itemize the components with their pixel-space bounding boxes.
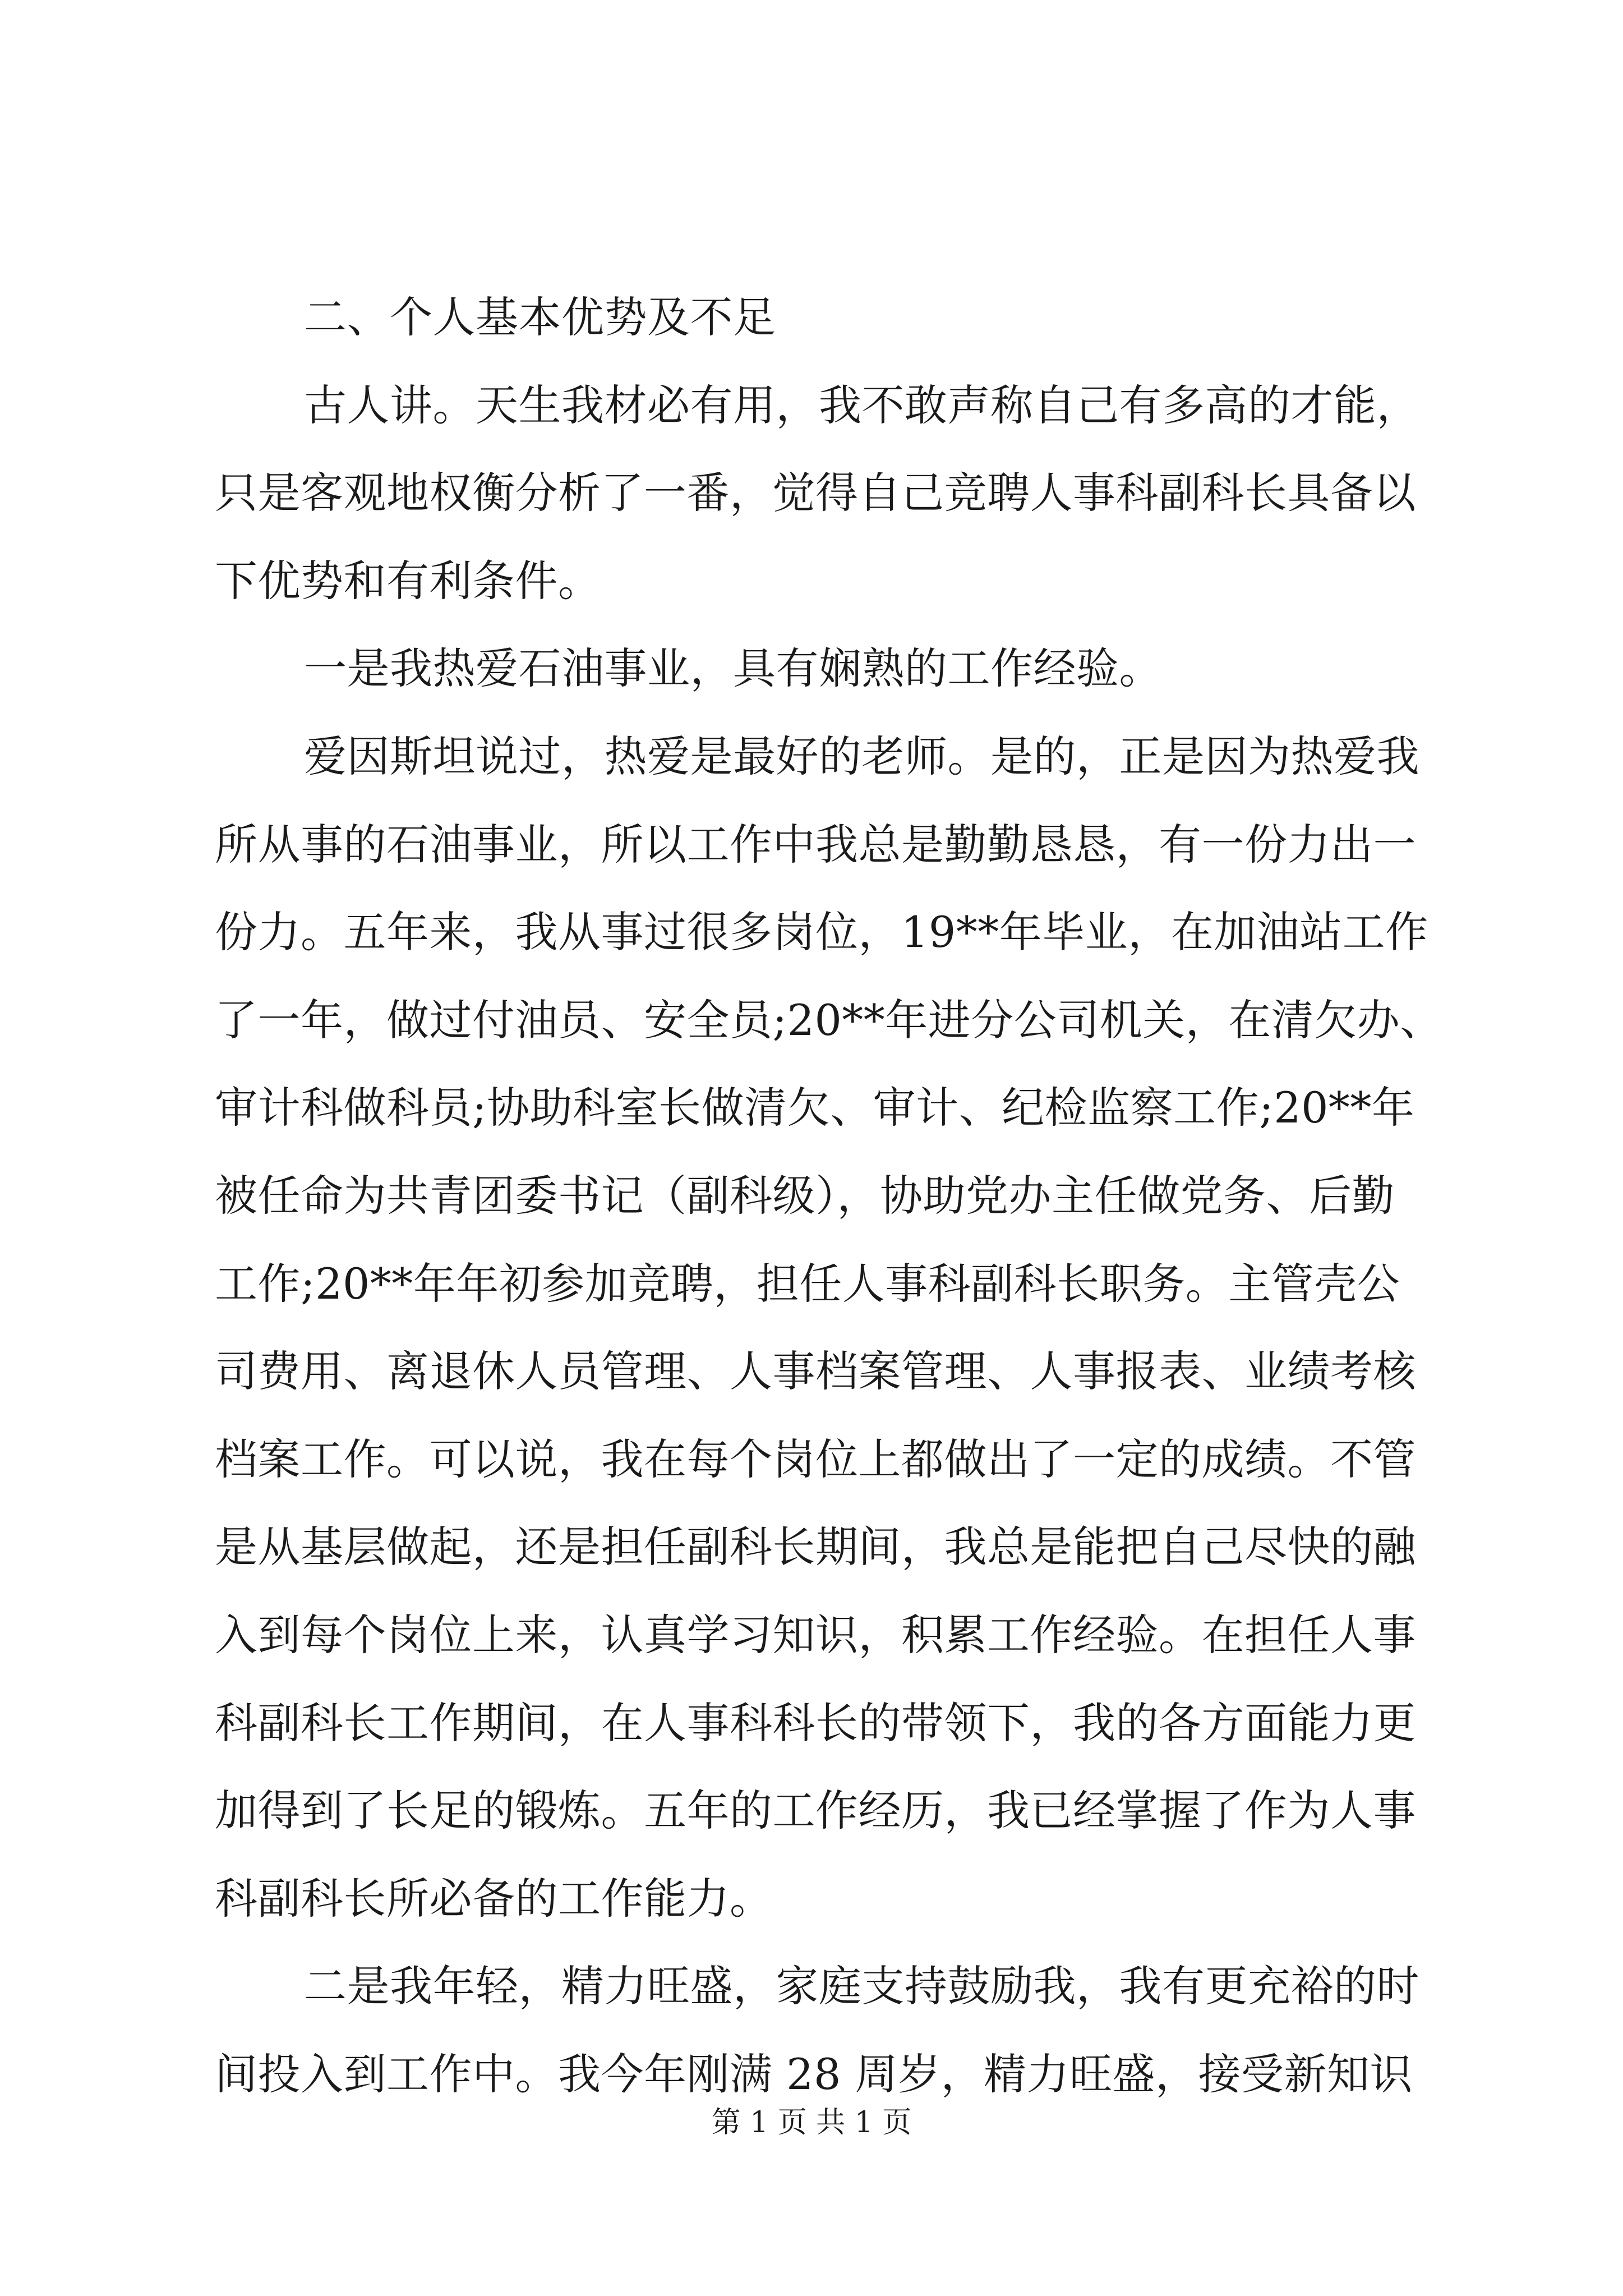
paragraph-line: 司费用、离退休人员管理、人事档案管理、人事报表、业绩考核 [215,1346,1416,1397]
paragraph-line: 是从基层做起，还是担任副科长期间，我总是能把自己尽快的融 [215,1522,1416,1572]
paragraph-line: 份力。五年来，我从事过很多岗位，19**年毕业，在加油站工作 [215,907,1428,958]
paragraph-line: 一是我热爱石油事业，具有娴熟的工作经验。 [304,643,1162,694]
paragraph-line: 审计科做科员;协助科室长做清欠、审计、纪检监察工作;20**年 [215,1083,1415,1133]
paragraph-line: 工作;20**年年初参加竞聘，担任人事科副科长职务。主管壳公 [215,1258,1400,1309]
paragraph-line: 古人讲。天生我材必有用，我不敢声称自己有多高的才能， [304,380,1419,430]
page-footer: 第 1 页 共 1 页 [711,2106,912,2139]
paragraph-line: 间投入到工作中。我今年刚满 28 周岁，精力旺盛，接受新知识 [215,2049,1413,2099]
paragraph-line: 加得到了长足的锻炼。五年的工作经历，我已经掌握了作为人事 [215,1786,1416,1836]
paragraph-line: 档案工作。可以说，我在每个岗位上都做出了一定的成绩。不管 [215,1434,1416,1484]
paragraph-line: 入到每个岗位上来，认真学习知识，积累工作经验。在担任人事 [215,1609,1416,1660]
document-body [215,292,1443,2136]
section-heading: 二、个人基本优势及不足 [304,292,776,342]
paragraph-line: 被任命为共青团委书记（副科级），协助党办主任做党务、后勤 [215,1170,1395,1221]
paragraph-line: 只是客观地权衡分析了一番，觉得自己竞聘人事科副科长具备以 [215,468,1416,518]
paragraph-line: 二是我年轻，精力旺盛，家庭支持鼓励我，我有更充裕的时 [304,1961,1419,2012]
paragraph-line: 了一年，做过付油员、安全员;20**年进分公司机关，在清欠办、 [215,995,1443,1045]
paragraph-line: 所从事的石油事业，所以工作中我总是勤勤恳恳，有一份力出一 [215,819,1416,869]
paragraph-line: 科副科长工作期间，在人事科科长的带领下，我的各方面能力更 [215,1697,1416,1748]
paragraph-line: 下优势和有利条件。 [215,555,601,606]
paragraph-line: 科副科长所必备的工作能力。 [215,1873,773,1924]
paragraph-line: 爱因斯坦说过，热爱是最好的老师。是的，正是因为热爱我 [304,731,1419,781]
